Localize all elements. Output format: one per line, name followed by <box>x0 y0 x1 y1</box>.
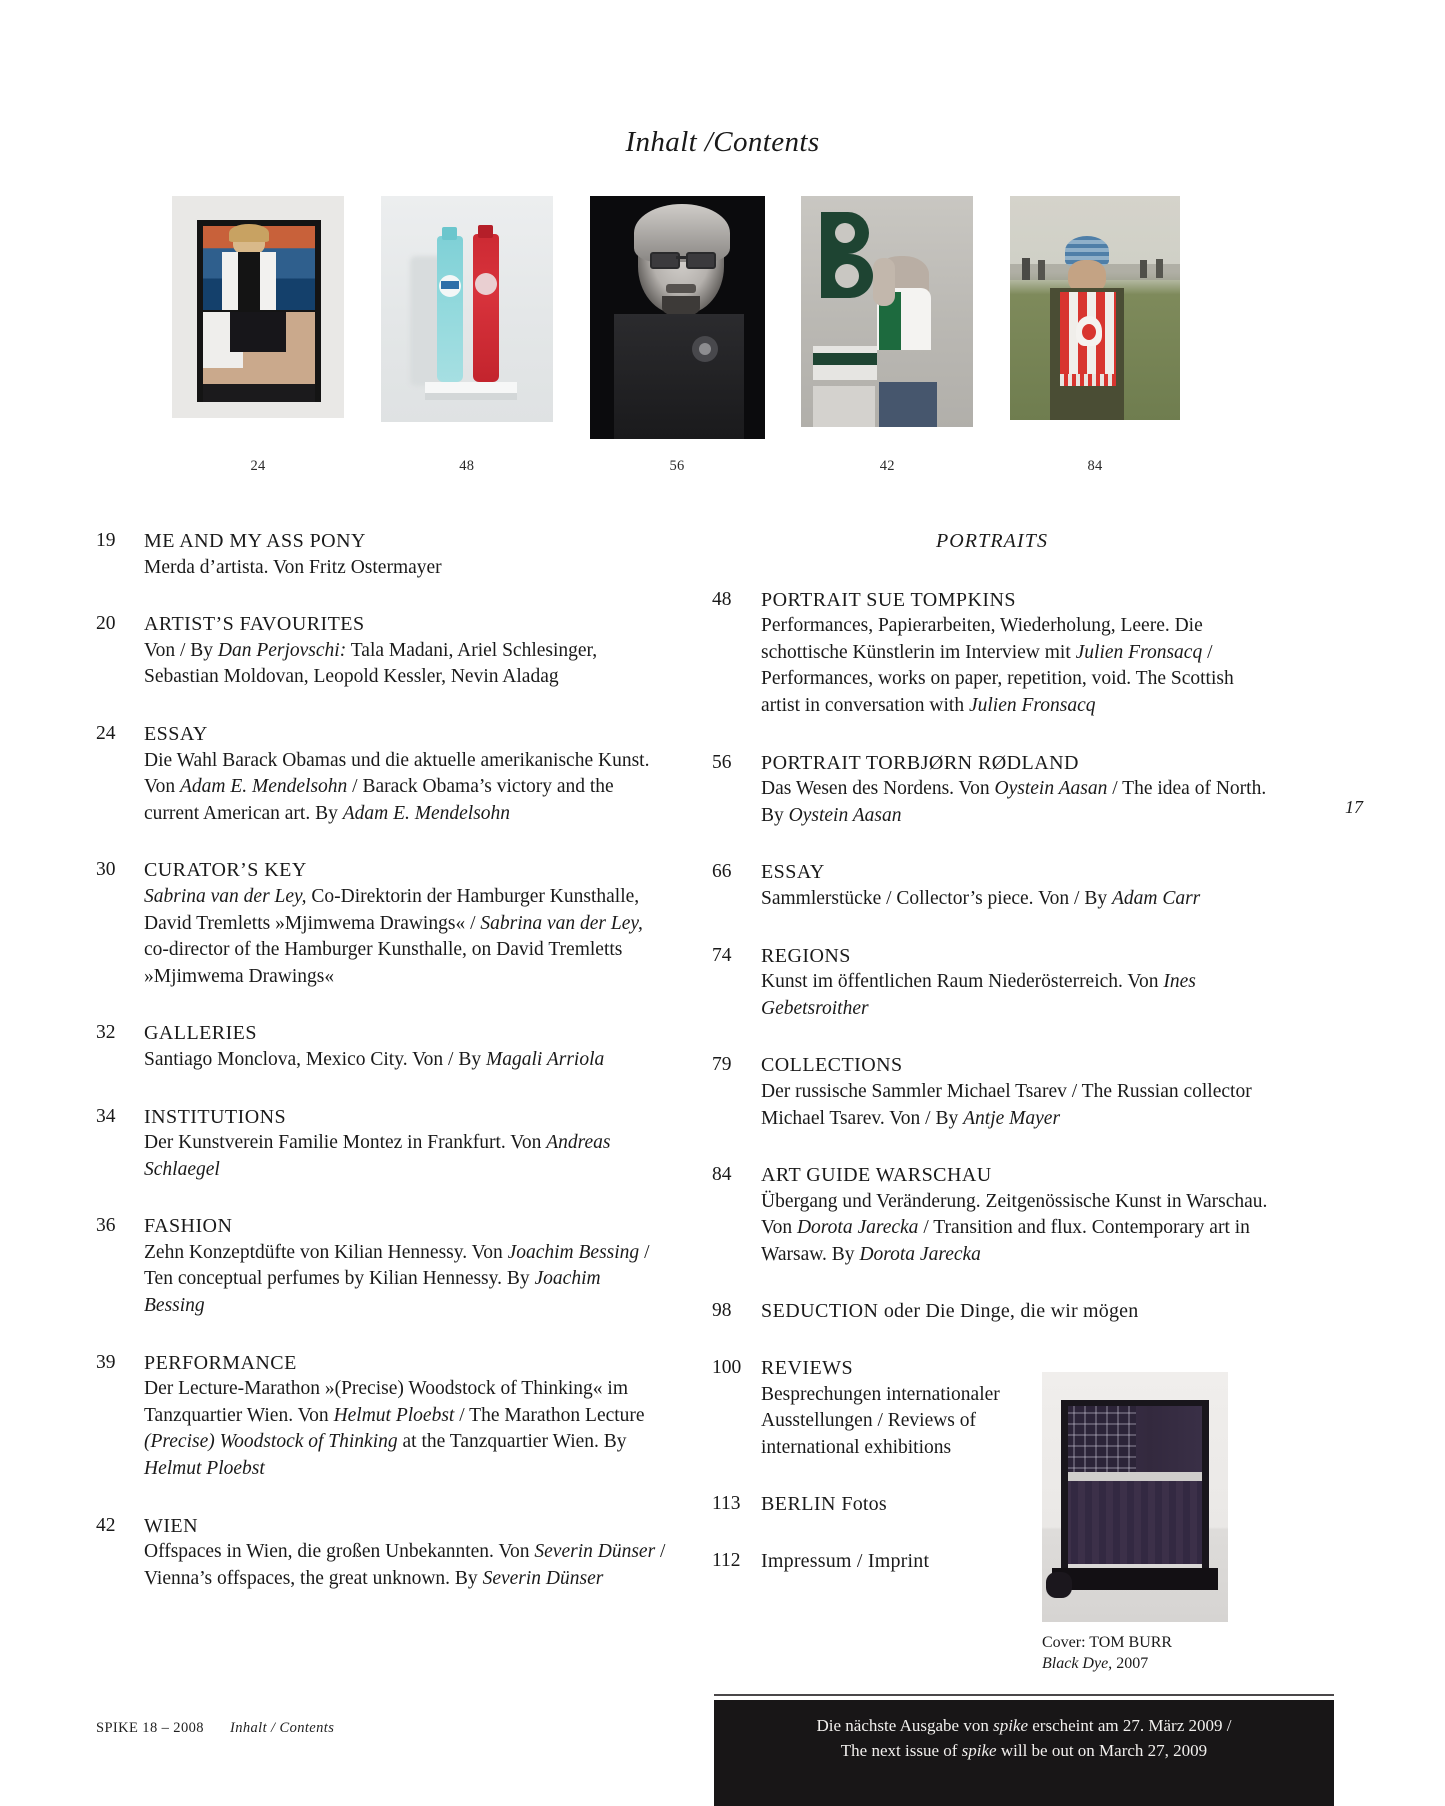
entry-body <box>144 1513 666 1593</box>
thumbnail-caption-5: 84 <box>1087 458 1103 474</box>
entry-title: FASHION <box>144 1215 233 1238</box>
entry-body <box>761 750 1272 830</box>
page-title: Inhalt /Contents <box>625 126 820 158</box>
thumbnail-polska-scarf[interactable] <box>1010 196 1180 420</box>
contents-entry[interactable] <box>96 1213 666 1319</box>
entry-body <box>761 859 1272 912</box>
cover-block <box>1042 1372 1232 1674</box>
page-folio-number: 17 <box>1345 797 1363 817</box>
entry-page-number: 74 <box>712 944 732 966</box>
contents-entry[interactable] <box>96 1020 666 1073</box>
entry-page-number: 112 <box>712 1550 741 1572</box>
entry-page-number: 32 <box>96 1022 116 1044</box>
contents-entry[interactable] <box>96 1350 666 1483</box>
contents-entry[interactable] <box>96 721 666 827</box>
entry-title: REGIONS <box>761 944 851 967</box>
entry-body <box>761 1052 1272 1132</box>
entry-body <box>761 587 1272 720</box>
cover-caption-line1: Cover: TOM BURR <box>1042 1634 1173 1651</box>
entry-page-number: 84 <box>712 1164 732 1186</box>
contents-entry[interactable] <box>712 587 1272 720</box>
entry-title: GALLERIES <box>144 1022 257 1045</box>
entry-title: SEDUCTION oder Die Dinge, die wir mögen <box>761 1300 1139 1323</box>
thumbnail-letter-b[interactable] <box>801 196 973 427</box>
entry-description: Besprechungen internationaler Ausstellungen / Reviews of international exhibitions <box>761 1383 1000 1458</box>
contents-entry[interactable] <box>96 1104 666 1184</box>
entry-description: Offspaces in Wien, die großen Unbekannten. Von Severin Dünser / Vienna’s offspaces, the great unknown. By Severin Dünser <box>144 1541 666 1589</box>
entry-description: Santiago Monclova, Mexico City. Von / By Magali Arriola <box>144 1048 605 1070</box>
contents-entry[interactable] <box>96 611 666 691</box>
contents-entry[interactable] <box>712 1298 1272 1325</box>
entry-title: PORTRAIT SUE TOMPKINS <box>761 588 1016 611</box>
entry-title: ME AND MY ASS PONY <box>144 530 366 552</box>
entry-page-number: 42 <box>96 1514 116 1536</box>
entry-body <box>144 1350 666 1483</box>
footer-issue: SPIKE 18 – 2008 <box>96 1720 204 1736</box>
entry-title: CURATOR’S KEY <box>144 859 307 882</box>
entry-description: Das Wesen des Nordens. Von Oystein Aasan / The idea of North. By Oystein Aasan <box>761 778 1267 826</box>
entry-title: COLLECTIONS <box>761 1054 903 1077</box>
page-footer <box>96 1720 334 1737</box>
contents-left-column <box>96 528 666 1622</box>
entry-page-number: 98 <box>712 1300 732 1322</box>
banner-divider-rule <box>714 1694 1334 1696</box>
contents-entry[interactable] <box>712 943 1272 1023</box>
entry-body <box>144 1213 666 1319</box>
entry-body <box>144 1020 666 1073</box>
entry-page-number: 34 <box>96 1105 116 1127</box>
entry-title: INSTITUTIONS <box>144 1105 287 1128</box>
entry-body <box>761 1355 1013 1461</box>
entry-title: PORTRAIT TORBJØRN RØDLAND <box>761 751 1079 774</box>
thumbnail-caption-4: 42 <box>879 458 895 474</box>
entry-title: ESSAY <box>761 861 825 884</box>
thumbnail-caption-2: 48 <box>459 458 475 474</box>
cover-thumbnail-image[interactable] <box>1042 1372 1228 1622</box>
contents-entry[interactable] <box>96 1513 666 1593</box>
thumbnail-spa-bottles[interactable] <box>381 196 553 422</box>
entry-title: REVIEWS <box>761 1357 854 1380</box>
thumbnail-tv-still[interactable] <box>172 196 344 418</box>
entry-page-number: 66 <box>712 861 732 883</box>
thumbnail-bw-portrait[interactable] <box>590 196 765 439</box>
entry-page-number: 24 <box>96 722 116 744</box>
cover-caption <box>1042 1632 1232 1674</box>
entry-body <box>144 721 666 827</box>
entry-title: Impressum / Imprint <box>761 1550 930 1573</box>
thumbnail-strip <box>172 196 1180 446</box>
entry-page-number: 30 <box>96 859 116 881</box>
entry-body <box>144 1104 666 1184</box>
entry-page-number: 56 <box>712 751 732 773</box>
entry-description: Der Kunstverein Familie Montez in Frankfurt. Von Andreas Schlaegel <box>144 1132 611 1180</box>
entry-page-number: 113 <box>712 1493 741 1515</box>
entry-body <box>761 1298 1272 1325</box>
thumbnail-captions <box>172 458 1180 475</box>
entry-title: PERFORMANCE <box>144 1351 297 1374</box>
section-heading-portraits: PORTRAITS <box>935 530 1049 552</box>
entry-page-number: 48 <box>712 588 732 610</box>
entry-page-number: 20 <box>96 613 116 635</box>
contents-entry[interactable] <box>96 857 666 990</box>
entry-title: BERLIN Fotos <box>761 1493 887 1516</box>
contents-entry[interactable] <box>712 859 1272 912</box>
entry-description: Zehn Konzeptdüfte von Kilian Hennessy. Von Joachim Bessing / Ten conceptual perfumes by Kilian Hennessy. By Joachim Bessing <box>144 1241 650 1317</box>
entry-title: ART GUIDE WARSCHAU <box>761 1164 992 1187</box>
entry-description: Der russische Sammler Michael Tsarev / The Russian collector Michael Tsarev. Von / By Antje Mayer <box>761 1080 1252 1129</box>
entry-page-number: 79 <box>712 1054 732 1076</box>
footer-label: Inhalt / Contents <box>229 1720 335 1736</box>
next-issue-banner <box>714 1700 1334 1806</box>
thumbnail-caption-1: 24 <box>250 458 266 474</box>
entry-title: ESSAY <box>144 722 208 745</box>
thumbnail-caption-3: 56 <box>669 458 685 474</box>
entry-description: Sabrina van der Ley, Co-Direktorin der Hamburger Kunsthalle, David Tremletts »Mjimwema Drawings« / Sabrina van der Ley, co-director of the Hamburger Kunsthalle, on David Tremletts »Mjimwema Drawings« <box>144 885 643 987</box>
entry-title: WIEN <box>144 1514 198 1537</box>
entry-body <box>761 1162 1272 1268</box>
next-issue-line-en: The next issue of spike will be out on March 27, 2009 <box>840 1741 1208 1760</box>
contents-entry[interactable] <box>712 1052 1272 1132</box>
entry-description: Der Lecture-Marathon »(Precise) Woodstock of Thinking« im Tanzquartier Wien. Von Helmut Ploebst / The Marathon Lecture (Precise) Woodstock of Thinking at the Tanzquartier Wien. By Helmut Ploebst <box>144 1378 645 1480</box>
entry-page-number: 19 <box>96 530 116 551</box>
entry-body <box>144 528 666 581</box>
entry-page-number: 39 <box>96 1351 116 1373</box>
entry-body <box>761 1491 1013 1518</box>
entry-body <box>761 943 1272 1023</box>
entry-body <box>761 1548 1013 1575</box>
entry-title: ARTIST’S FAVOURITES <box>144 613 365 636</box>
entry-description: Kunst im öffentlichen Raum Niederösterreich. Von Ines Gebetsroither <box>761 971 1196 1019</box>
entry-page-number: 100 <box>712 1357 742 1379</box>
entry-body <box>144 611 666 691</box>
next-issue-line-de: Die nächste Ausgabe von spike erscheint am 27. März 2009 / <box>816 1716 1232 1735</box>
contents-entry[interactable] <box>712 750 1272 830</box>
entry-page-number: 36 <box>96 1215 116 1237</box>
entry-description: Sammlerstücke / Collector’s piece. Von / By Adam Carr <box>761 887 1201 909</box>
entry-description: Merda d’artista. Von Fritz Ostermayer <box>144 556 442 578</box>
cover-caption-line2: Black Dye, 2007 <box>1042 1655 1149 1672</box>
contents-entry[interactable] <box>96 528 666 581</box>
entry-description: Die Wahl Barack Obamas und die aktuelle amerikanische Kunst. Von Adam E. Mendelsohn / Barack Obama’s victory and the current American art. By Adam E. Mendelsohn <box>144 749 650 824</box>
entry-description: Performances, Papierarbeiten, Wiederholung, Leere. Die schottische Künstlerin im Interview mit Julien Fronsacq / Performances, works on paper, repetition, void. The Scottish artist in conversation with Julien Fronsacq <box>761 615 1234 716</box>
entry-description: Von / By Dan Perjovschi: Tala Madani, Ariel Schlesinger, Sebastian Moldovan, Leopold Kessler, Nevin Aladag <box>144 639 598 688</box>
entry-description: Übergang und Veränderung. Zeitgenössische Kunst in Warschau. Von Dorota Jarecka / Transition and flux. Contemporary art in Warsaw. By Dorota Jarecka <box>761 1190 1268 1265</box>
contents-entry[interactable] <box>712 1162 1272 1268</box>
entry-body <box>144 857 666 990</box>
